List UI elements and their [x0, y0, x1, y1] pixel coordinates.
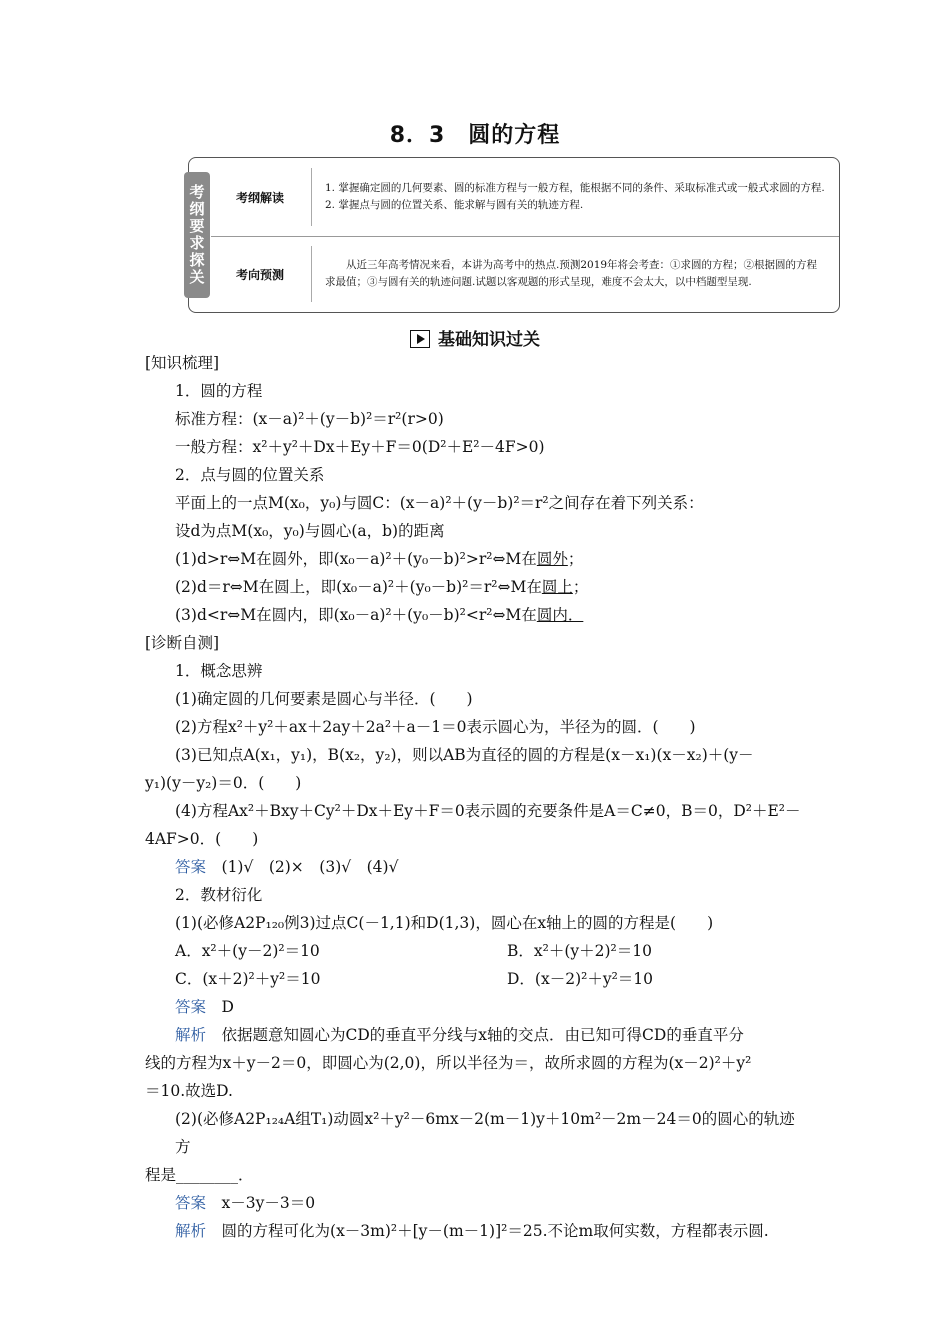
syllabus-requirements-box [188, 157, 840, 313]
requirements-row-text [325, 236, 825, 312]
answer-text: (1)√ (2)× (3)√ (4)√ [206, 858, 399, 876]
subsection-heading: 1．圆的方程 [175, 382, 263, 400]
section-banner [0, 325, 950, 350]
question-line: (3)已知点A(x₁，y₁)，B(x₂，y₂)，则以AB为直径的圆的方程是(x－x₁)(x－x₂)＋(y－ [175, 746, 754, 764]
text-line: 设d为点M(x₀，y₀)与圆心(a，b)的距离 [175, 522, 445, 540]
question-line [145, 1161, 807, 1189]
question-line: 4AF>0．( ) [145, 830, 259, 848]
analysis-line [145, 1021, 807, 1049]
answer-label: 答案 [175, 998, 207, 1016]
analysis-text: 圆的方程可化为(x－3m)²＋[y－(m－1)]²＝25.不论m取何实数，方程都表示圆. [206, 1222, 769, 1240]
section-heading: [知识梳理] [145, 354, 220, 372]
option-d: D．(x－2)²＋y²＝10 [507, 970, 654, 988]
text-span: (1)d>r⇔M在圆外，即(x₀－a)²＋(y₀－b)²>r²⇔M在 [175, 550, 537, 568]
option-c: C．(x＋2)²＋y²＝10 [175, 970, 321, 988]
subsection-heading: 1．概念思辨 [175, 662, 263, 680]
answer-line [145, 993, 807, 1021]
question-line: (1)确定圆的几何要素是圆心与半径．( ) [175, 690, 473, 708]
text-span: (3)d<r⇔M在圆内，即(x₀－a)²＋(y₀－b)²<r²⇔M在 [175, 606, 537, 624]
analysis-label: 解析 [175, 1026, 207, 1044]
question-line: (1)(必修A2P₁₂₀例3)过点C(－1,1)和D(1,3)，圆心在x轴上的圆的方程是( ) [175, 914, 714, 932]
fill-answer: 圆上 [541, 578, 573, 596]
option-b: B．x²＋(y＋2)²＝10 [507, 942, 652, 960]
answer-line [145, 1189, 807, 1217]
question-line: (2)(必修A2P₁₂₄A组T₁)动圆x²＋y²－6mx－2(m－1)y＋10m²－2m－24＝0的圆心的轨迹方 [175, 1110, 795, 1156]
options-row [145, 937, 807, 965]
question-line: (4)方程Ax²＋Bxy＋Cy²＋Dx＋Ey＋F＝0表示圆的充要条件是A＝C≠0，B＝0，D²＋E²－ [175, 802, 801, 820]
requirements-line: 从近三年高考情况来看，本讲为高考中的热点.预测2019年将会考查：①求圆的方程；②根据圆的方程求最值；③与圆有关的轨迹问题.试题以客观题的形式呈现，难度不会太大，以中档题型呈现. [325, 259, 818, 288]
analysis-label: 解析 [175, 1222, 207, 1240]
question-line: (2)方程x²＋y²＋ax＋2ay＋2a²＋a－1＝0表示圆心为，半径为的圆．( ) [175, 718, 696, 736]
text-span: 程是 [145, 1166, 177, 1184]
text-line: 标准方程：(x－a)²＋(y－b)²＝r²(r>0) [175, 410, 444, 428]
answer-blank: ________ [176, 1166, 239, 1184]
answer-line [145, 853, 807, 881]
subsection-heading: 2．教材衍化 [175, 886, 263, 904]
answer-label: 答案 [175, 858, 207, 876]
requirements-line: 2. 掌握点与圆的位置关系、能求解与圆有关的轨迹方程. [325, 199, 584, 211]
requirements-line: 1. 掌握确定圆的几何要素、圆的标准方程与一般方程，能根据不同的条件、采取标准式或一般式求圆的方程. [325, 182, 825, 194]
requirements-row-forecast [211, 236, 839, 312]
text-line: 平面上的一点M(x₀，y₀)与圆C：(x－a)²＋(y－b)²＝r²之间存在着下列关系： [175, 494, 704, 512]
section-banner-label: 基础知识过关 [438, 330, 540, 350]
text-line [145, 601, 807, 629]
requirements-row-label: 考纲解读 [235, 190, 284, 205]
requirements-row-text [325, 158, 825, 236]
text-span: ； [567, 550, 584, 568]
options-row [145, 965, 807, 993]
analysis-line: ＝10.故选D. [145, 1082, 233, 1100]
play-icon [410, 330, 430, 348]
analysis-line: 线的方程为x＋y－2＝0，即圆心为(2,0)，所以半径为＝，故所求圆的方程为(x－2)²＋y² [145, 1054, 752, 1072]
text-line [145, 573, 807, 601]
requirements-tab-label: 考纲要求探关 [187, 184, 206, 286]
text-line [145, 545, 807, 573]
fill-answer: 圆内． [536, 606, 584, 624]
requirements-row-syllabus [211, 158, 839, 237]
requirements-tab [184, 172, 210, 298]
subsection-heading: 2．点与圆的位置关系 [175, 466, 325, 484]
option-a: A．x²＋(y－2)²＝10 [175, 942, 320, 960]
answer-text: D [206, 998, 234, 1016]
fill-answer: 圆外 [536, 550, 568, 568]
text-span: ． [238, 1166, 254, 1184]
analysis-line [145, 1217, 807, 1245]
divider [311, 168, 312, 226]
text-line: 一般方程：x²＋y²＋Dx＋Ey＋F＝0(D²＋E²－4F>0) [175, 438, 545, 456]
answer-text: x－3y－3＝0 [206, 1194, 316, 1212]
section-heading: [诊断自测] [145, 634, 220, 652]
document-body [145, 349, 807, 1245]
divider [311, 246, 312, 302]
text-span: (2)d＝r⇔M在圆上，即(x₀－a)²＋(y₀－b)²＝r²⇔M在 [175, 578, 542, 596]
question-line: y₁)(y－y₂)＝0．( ) [145, 774, 302, 792]
requirements-row-label: 考向预测 [235, 267, 284, 282]
answer-label: 答案 [175, 1194, 207, 1212]
text-span: ； [572, 578, 589, 596]
page-title: 8．3 圆的方程 [389, 123, 561, 148]
analysis-text: 依据题意知圆心为CD的垂直平分线与x轴的交点．由已知可得CD的垂直平分 [206, 1026, 744, 1044]
